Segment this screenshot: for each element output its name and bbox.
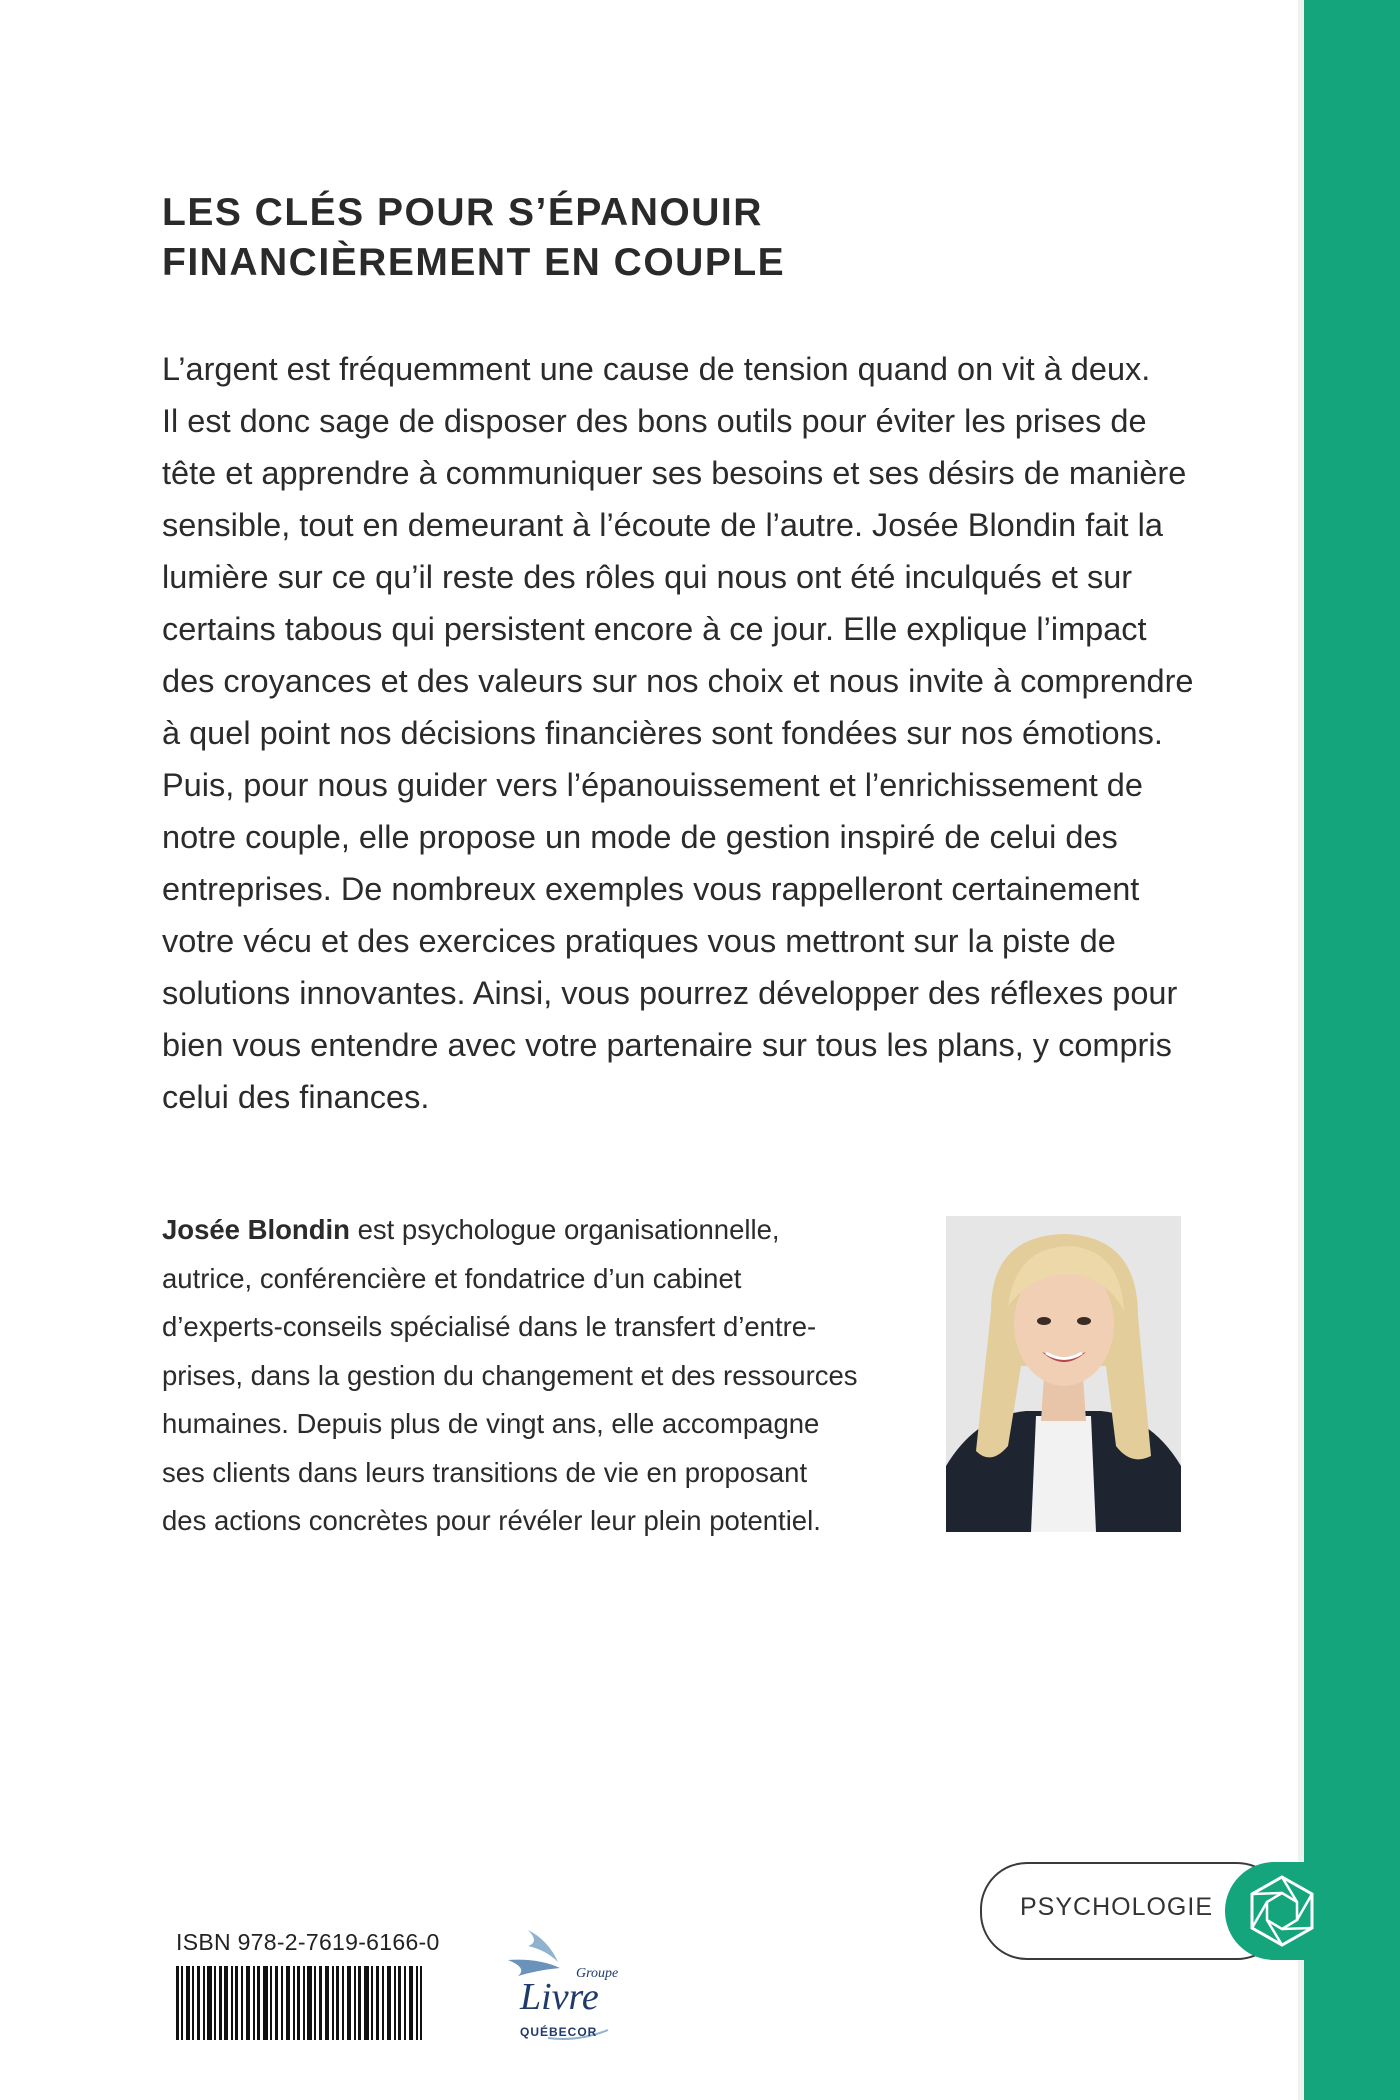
author-bio xyxy=(162,1206,912,1546)
bio-line: des actions concrètes pour révéler leur plein potentiel. xyxy=(162,1505,821,1536)
bio-line: ses clients dans leurs transitions de vie en proposant xyxy=(162,1456,808,1488)
book-title xyxy=(162,188,1062,288)
description-line: entreprises. De nombreux exemples vous rappelleront certainement xyxy=(162,871,1140,907)
bio-line: prises, dans la gestion du changement et des ressources xyxy=(162,1359,858,1391)
publisher-groupe: Groupe xyxy=(576,1966,619,1981)
description-line: sensible, tout en demeurant à l’écoute de l’autre. Josée Blondin fait la xyxy=(162,507,1163,543)
aperture-hexagon-icon xyxy=(1242,1871,1322,1951)
bio-line: d’experts-conseils spécialisé dans le transfert d’entre- xyxy=(162,1311,817,1342)
description-line: bien vous entendre avec votre partenaire sur tous les plans, y compris xyxy=(162,1027,1172,1063)
category-badge xyxy=(980,1862,1400,1960)
category-label: PSYCHOLOGIE xyxy=(1020,1893,1213,1921)
description-line: Il est donc sage de disposer des bons outils pour éviter les prises de xyxy=(162,403,1147,439)
description-line: à quel point nos décisions financières sont fondées sur nos émotions. xyxy=(162,715,1163,751)
barcode xyxy=(176,1966,422,2040)
bio-first-line-rest: est psychologue organisationnelle, xyxy=(349,1214,780,1245)
description-line: notre couple, elle propose un mode de gestion inspiré de celui des xyxy=(162,819,1118,855)
title-line-2: FINANCIÈREMENT EN COUPLE xyxy=(162,241,786,284)
bio-line xyxy=(162,1206,912,1255)
description-line: celui des finances. xyxy=(162,1079,430,1115)
publisher-quebecor: QUÉBECOR xyxy=(520,2025,598,2039)
bio-line: humaines. Depuis plus de vingt ans, elle accompagne xyxy=(162,1408,820,1439)
title-line-1: LES CLÉS POUR S’ÉPANOUIR xyxy=(162,191,763,234)
book-description xyxy=(162,343,1202,1123)
spine-green-band xyxy=(1304,0,1400,2100)
description-line: tête et apprendre à communiquer ses besoins et ses désirs de manière xyxy=(162,455,1187,491)
isbn-number: ISBN 978-2-7619-6166-0 xyxy=(176,1929,440,1955)
description-line: votre vécu et des exercices pratiques vous mettront sur la piste de xyxy=(162,923,1116,959)
description-line: Puis, pour nous guider vers l’épanouissement et l’enrichissement de xyxy=(162,767,1143,803)
description-line: lumière sur ce qu’il reste des rôles qui nous ont été inculqués et sur xyxy=(162,559,1133,595)
author-name: Josée Blondin xyxy=(162,1214,350,1245)
description-line: certains tabous qui persistent encore à ce jour. Elle explique l’impact xyxy=(162,611,1147,647)
publisher-livre: Livre xyxy=(520,1976,599,2018)
bio-line: autrice, conférencière et fondatrice d’un cabinet xyxy=(162,1262,742,1294)
description-line: des croyances et des valeurs sur nos choix et nous invite à comprendre xyxy=(162,663,1194,699)
description-line: solutions innovantes. Ainsi, vous pourrez développer des réflexes pour xyxy=(162,975,1178,1011)
author-photo xyxy=(946,1216,1181,1532)
description-line: L’argent est fréquemment une cause de tension quand on vit à deux. xyxy=(162,351,1151,387)
